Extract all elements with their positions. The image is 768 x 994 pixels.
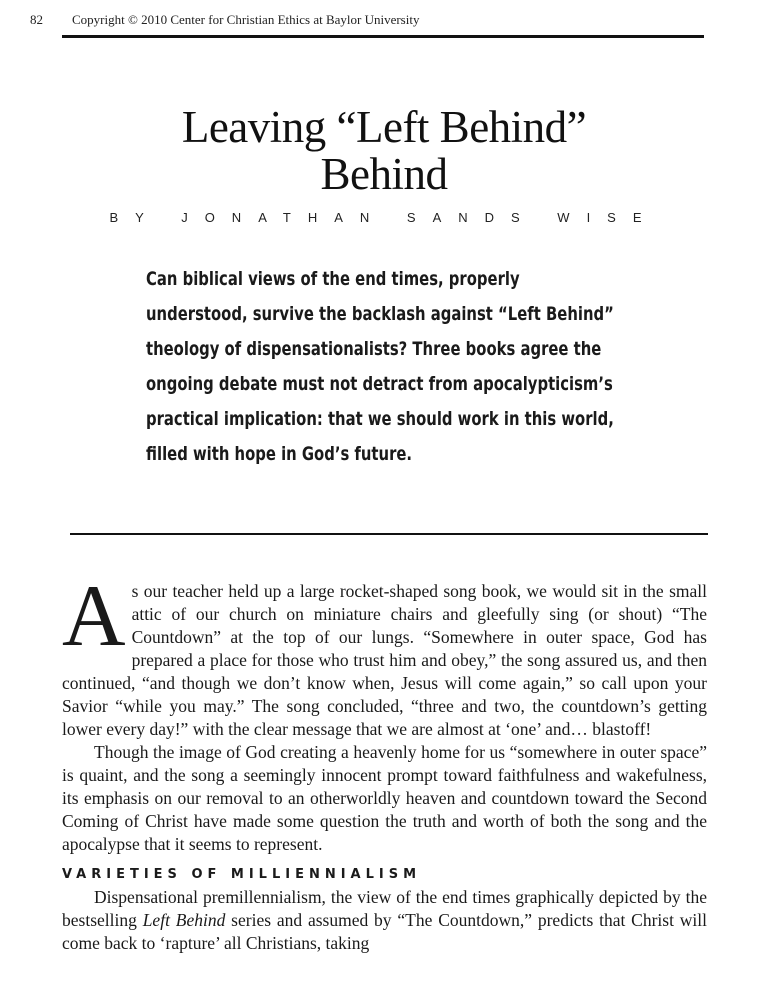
deck-rule xyxy=(70,533,708,535)
paragraph-1-text: s our teacher held up a large rocket-shaped song book, we would sit in the small attic of our church on miniature chairs and gleefully sing (or shout) “The Countdown” at the top of our lungs. “Somewhere in outer space, God has prepared a place for those who trust him and obey,” the song assured us, and then continued, “and though we don’t know when, Jesus will come again,” so call upon your Savior “while you may.” The song concluded, “three and two, the countdown’s getting lower every day!” with the clear message that we are almost at ‘one’ and… blastoff! xyxy=(62,581,707,739)
article-deck: Can biblical views of the end times, properly understood, survive the backlash against “Left Behind” theology of dispensationalists? Three books agree the ongoing debate must not detract from apocalypticism’s practical implication: that we should work in this world, filled with hope in God’s future. xyxy=(146,268,614,465)
article-title xyxy=(60,104,708,198)
paragraph-3-text-a: Dispensational premillennialism, the view of the end times graphically depicted by the bestselling xyxy=(62,887,707,930)
paragraph-3-text-b: series and assumed by “The Countdown,” predicts that Christ will come back to ‘rapture’ all Christians, taking xyxy=(62,910,708,953)
book-series-title: Left Behind xyxy=(142,910,226,930)
paragraph-2: Though the image of God creating a heavenly home for us “somewhere in outer space” is quaint, and the song a seemingly innocent prompt toward faithfulness and wakefulness, its emphasis on our removal to an otherworldly heaven and countdown toward the Second Coming of Christ have made some question the truth and worth of both the song and the apocalypse that it seems to represent. xyxy=(62,742,707,854)
byline: BY JONATHAN SANDS WISE xyxy=(109,210,659,225)
section-heading: VARIETIES OF MILLIENNIALISM xyxy=(62,867,422,882)
copyright-line: Copyright © 2010 Center for Christian Ethics at Baylor University xyxy=(72,12,420,27)
paragraph-3 xyxy=(62,886,707,955)
title-line-1: Leaving “Left Behind” xyxy=(181,102,587,152)
drop-cap: A xyxy=(62,568,126,665)
running-header xyxy=(30,12,419,28)
header-rule xyxy=(62,35,704,38)
paragraph-1 xyxy=(62,568,707,741)
title-line-2: Behind xyxy=(320,149,448,199)
page-number: 82 xyxy=(30,12,43,27)
article-body xyxy=(62,568,708,955)
